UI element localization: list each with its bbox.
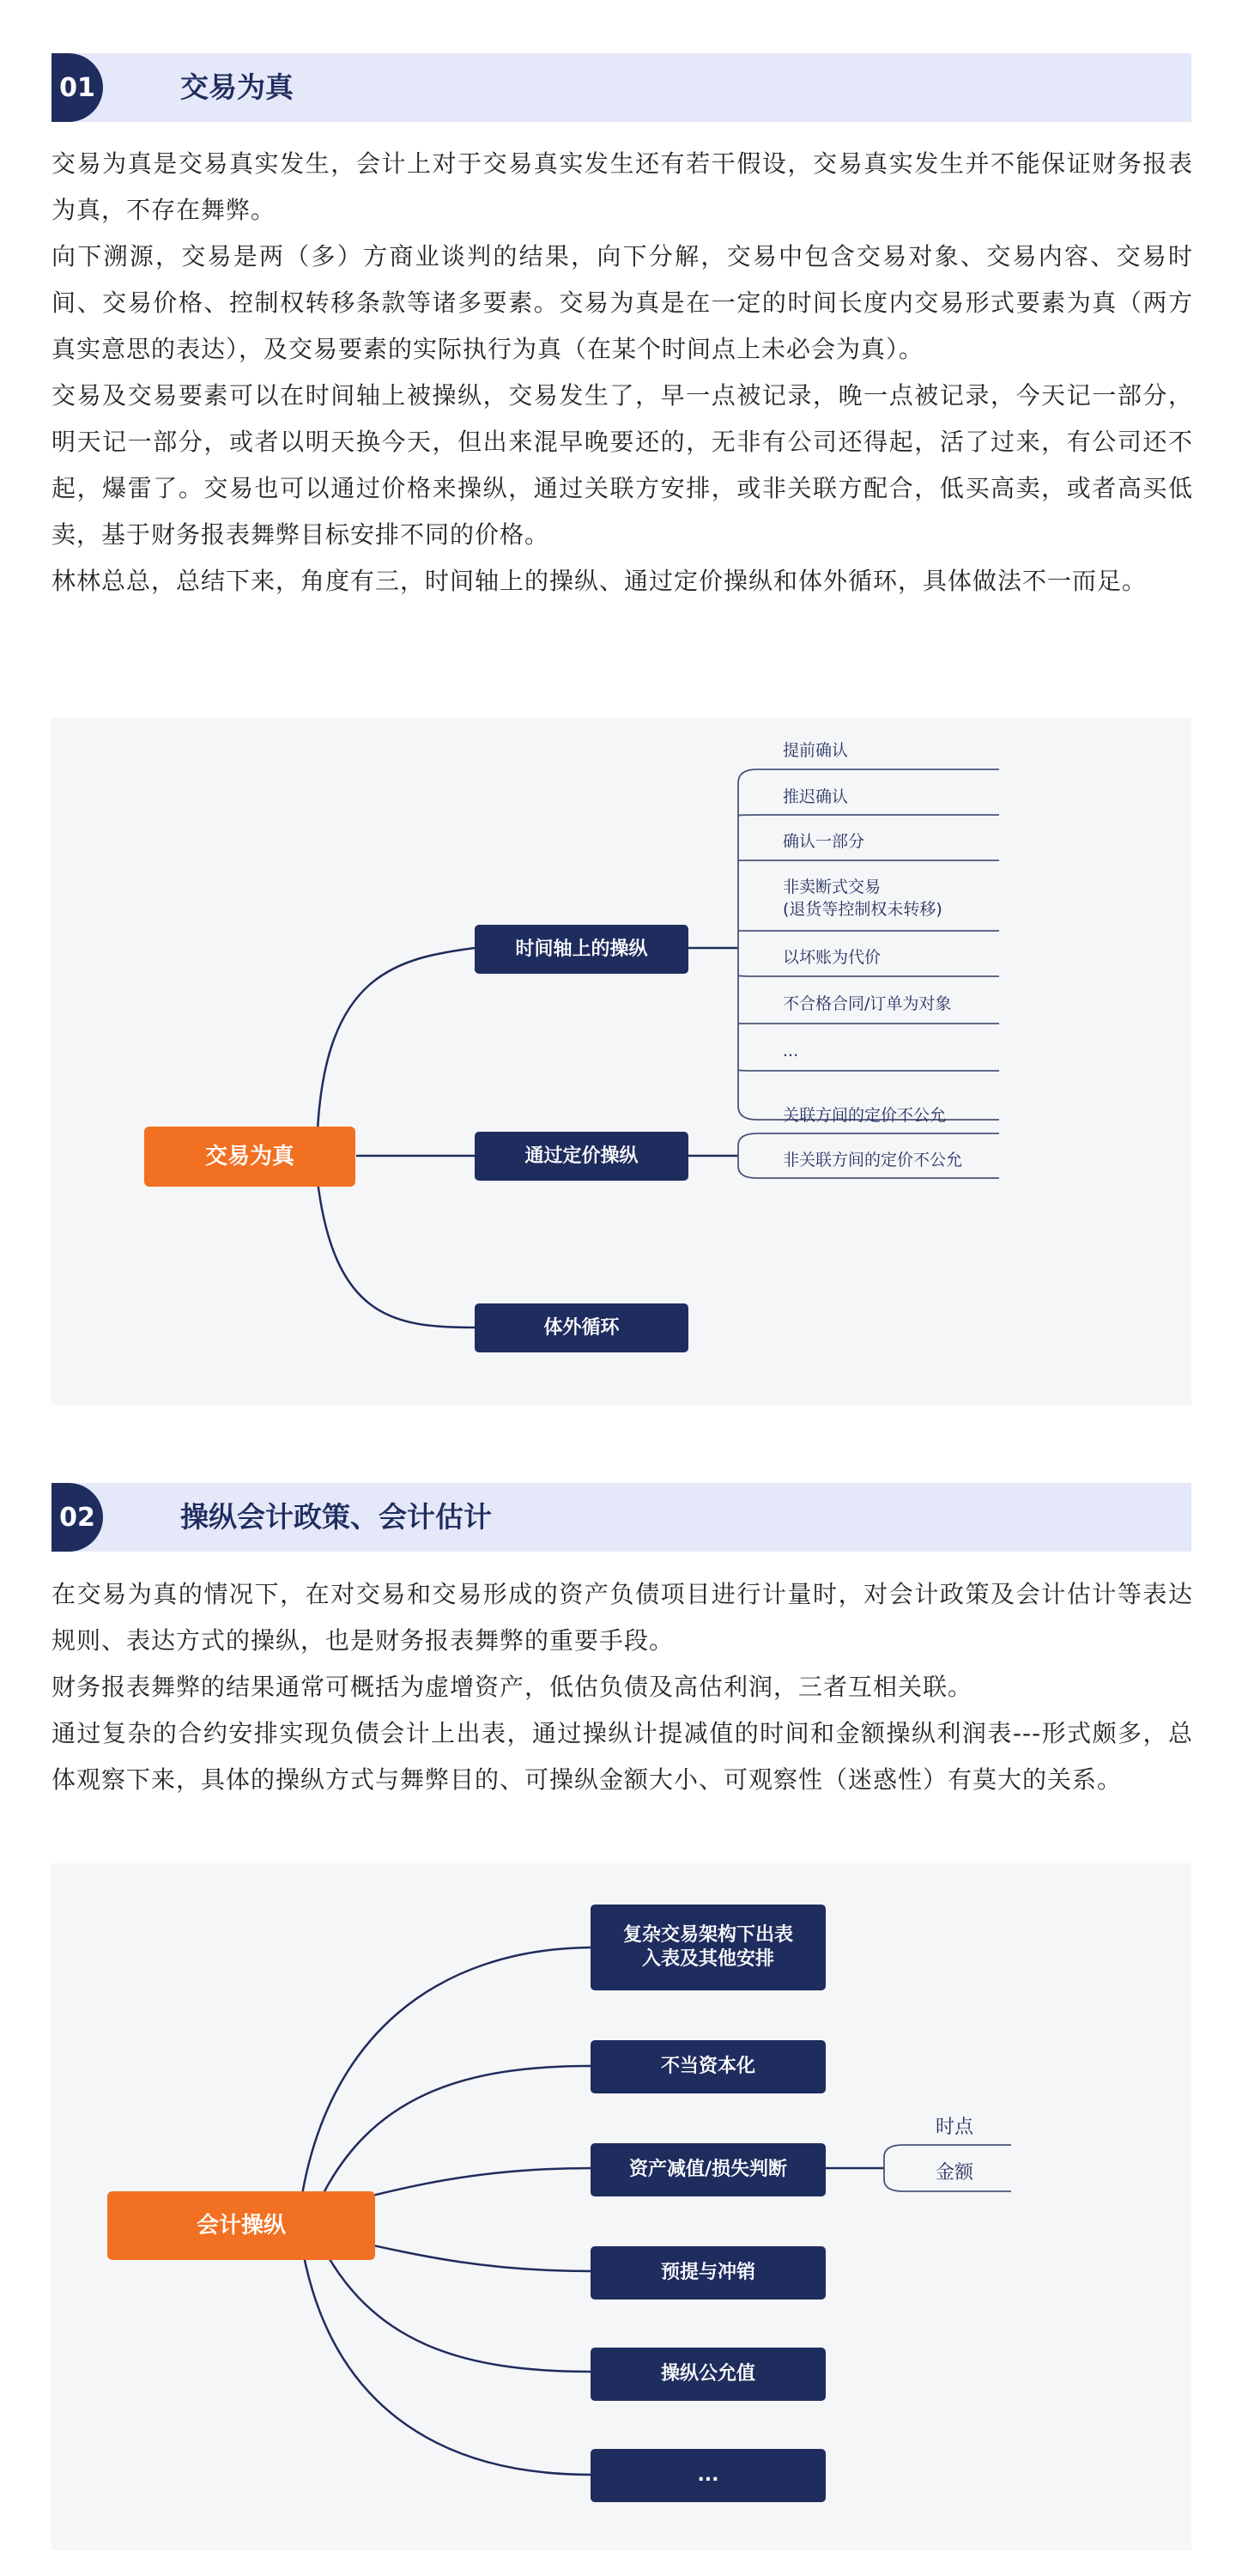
sub-leaf-timing: 时点 (936, 2117, 974, 2138)
connector (318, 1182, 475, 1327)
paragraph: 向下溯源，交易是两（多）方商业谈判的结果，向下分解，交易中包含交易对象、交易内容、交易时间、交易价格、控制权转移条款等诸多要素。交易为真是在一定的时间长度内交易形式要素为真（两方真实意思的表达），及交易要素的实际执行为真（在某个时间点上未必会为真）。 (52, 242, 1193, 363)
section-1-title: 交易为真 (180, 70, 294, 104)
paragraph: 在交易为真的情况下，在对交易和交易形成的资产负债项目进行计量时，对会计政策及会计估计等表达规则、表达方式的操纵，也是财务报表舞弊的重要手段。 (52, 1580, 1193, 1655)
leaf-item: 提前确认 (783, 741, 849, 760)
section-1-body (52, 141, 1193, 605)
leaf-item: 不合格合同/订单为对象 (783, 994, 952, 1013)
branch-node-impairment: 资产减值/损失判断 (591, 2143, 826, 2196)
connector (300, 1947, 591, 2205)
section-2-body (52, 1571, 1193, 1803)
branch-node-ellipsis: ... (591, 2449, 826, 2502)
branch-node-improper-capitalization: 不当资本化 (591, 2040, 826, 2093)
mindmap-2 (52, 1863, 1191, 2550)
paragraph: 通过复杂的合约安排实现负债会计上出表，通过操纵计提减值的时间和金额操纵利润表---形式颇多，总体观察下来，具体的操纵方式与舞弊目的、可操纵金额大小、可观察性（迷惑性）有莫大的关系。 (52, 1719, 1193, 1794)
sub-leaf-amount: 金额 (936, 2162, 974, 2184)
leaf-item: 关联方间的定价不公允 (783, 1106, 947, 1125)
paragraph: 林林总总，总结下来，角度有三，时间轴上的操纵、通过定价操纵和体外循环，具体做法不一而足。 (52, 567, 1148, 595)
connector (318, 2066, 591, 2205)
paragraph: 财务报表舞弊的结果通常可概括为虚增资产，低估负债及高估利润，三者互相关联。 (52, 1673, 973, 1701)
branch-node-accrual-reversal: 预提与冲销 (591, 2246, 826, 2300)
connector (300, 2237, 591, 2475)
section-1-header (52, 53, 1191, 122)
branch-node-fair-value: 操纵公允值 (591, 2348, 826, 2401)
paragraph: 交易及交易要素可以在时间轴上被操纵，交易发生了，早一点被记录，晚一点被记录，今天记一部分，明天记一部分，或者以明天换今天，但出来混早晚要还的，无非有公司还得起，活了过来，有公司还不起，爆雷了。交易也可以通过价格来操纵，通过关联方安排，或非关联方配合，低买高卖，或者高买低卖，基于财务报表舞弊目标安排不同的价格。 (52, 381, 1193, 549)
leaf-bracket (738, 769, 999, 948)
section-2-number: 02 (52, 1483, 103, 1552)
leaf-item: ... (783, 1042, 799, 1060)
branch-node-off-balance: 复杂交易架构下出表 入表及其他安排 (591, 1905, 826, 1990)
leaf-item: 推迟确认 (783, 787, 849, 806)
section-1-number: 01 (52, 53, 103, 122)
root-node: 交易为真 (144, 1127, 355, 1187)
paragraph: 交易为真是交易真实发生，会计上对于交易真实发生还有若干假设，交易真实发生并不能保证财务报表为真，不存在舞弊。 (52, 149, 1193, 224)
branch-node-pricing: 通过定价操纵 (475, 1132, 688, 1181)
leaf-item: 非关联方间的定价不公允 (783, 1151, 963, 1170)
leaf-item: 以坏账为代价 (783, 948, 882, 967)
leaf-line (738, 975, 999, 976)
section-2-header (52, 1483, 1191, 1552)
leaf-item: 确认一部分 (783, 832, 865, 851)
leaf-line (738, 815, 999, 816)
root-node: 会计操纵 (107, 2191, 375, 2260)
leaf-line (738, 948, 999, 1120)
connector (318, 948, 475, 1130)
leaf-line (738, 1070, 999, 1071)
mindmap-1-connectors (52, 718, 1191, 1405)
branch-node-off-book-cycle: 体外循环 (475, 1303, 688, 1352)
mindmap-1 (52, 718, 1191, 1405)
branch-node-time-axis: 时间轴上的操纵 (475, 925, 688, 974)
section-2-title: 操纵会计政策、会计估计 (180, 1500, 492, 1534)
leaf-item: 非卖断式交易 (退货等控制权未转移) (783, 878, 942, 919)
